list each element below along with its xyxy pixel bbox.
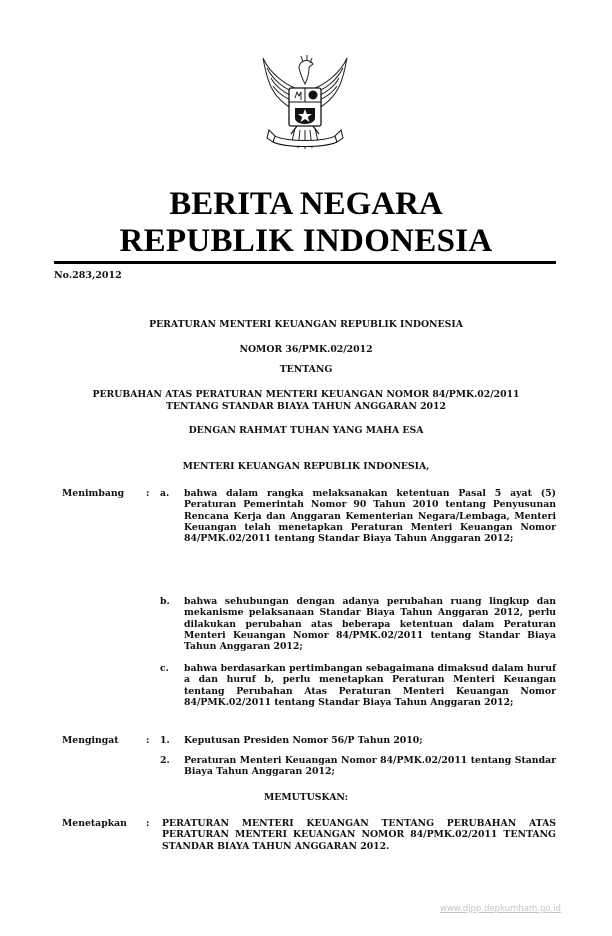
header-divider: [54, 261, 556, 264]
regulation-number: NOMOR 36/PMK.02/2012: [239, 344, 373, 355]
decision-heading: MEMUTUSKAN:: [263, 792, 349, 803]
mengingat-label: Mengingat: [62, 735, 119, 746]
item-marker: b.: [160, 596, 170, 607]
menimbang-item-c: bahwa berdasarkan pertimbangan sebagaimana dimaksud dalam huruf a dan huruf b, perlu menetapkan Peraturan Menteri Keuangan tentang Perubahan Atas Peraturan Menteri Keuangan Nomor 84/PMK.02/2011 tentang Standar Biaya Tahun Anggaran 2012;: [184, 663, 556, 708]
authority-line: MENTERI KEUANGAN REPUBLIK INDONESIA,: [182, 461, 430, 472]
item-marker: a.: [160, 488, 170, 499]
menetapkan-label: Menetapkan: [62, 818, 127, 829]
item-marker: 1.: [160, 735, 170, 746]
menimbang-label: Menimbang: [62, 488, 125, 499]
menimbang-item-a: bahwa dalam rangka melaksanakan ketentuan Pasal 5 ayat (5) Peraturan Pemerintah Nomor 90 Tahun 2010 tentang Penyusunan Rencana Kerja dan Anggaran Kementerian Negara/Lembaga, Menteri Keuangan telah menetapkan Peraturan Menteri Keuangan Nomor 84/PMK.02/2011 tentang Standar Biaya Tahun Anggaran 2012;: [184, 488, 556, 545]
document-number: No.283,2012: [54, 270, 122, 281]
item-marker: c.: [160, 663, 169, 674]
gazette-subtitle: REPUBLIK INDONESIA: [119, 223, 493, 259]
item-marker: 2.: [160, 755, 170, 766]
mengingat-item-1: Keputusan Presiden Nomor 56/P Tahun 2010;: [184, 735, 423, 746]
menimbang-colon: :: [146, 488, 150, 499]
source-link[interactable]: www.djpp.depkumham.go.id: [440, 904, 561, 914]
subject-line-1: PERUBAHAN ATAS PERATURAN MENTERI KEUANGAN NOMOR 84/PMK.02/2011: [92, 389, 520, 400]
gazette-title: BERITA NEGARA: [169, 186, 443, 222]
mengingat-colon: :: [146, 735, 150, 746]
regulation-title: PERATURAN MENTERI KEUANGAN REPUBLIK INDONESIA: [149, 319, 463, 330]
menimbang-item-b: bahwa sehubungan dengan adanya perubahan ruang lingkup dan mekanisme pelaksanaan Standar Biaya Tahun Anggaran 2012, perlu dilakukan perubahan atas beberapa ketentuan dalam Peraturan Menteri Keuangan Nomor 84/PMK.02/2011 tentang Standar Biaya Tahun Anggaran 2012;: [184, 596, 556, 653]
menetapkan-text: PERATURAN MENTERI KEUANGAN TENTANG PERUBAHAN ATAS PERATURAN MENTERI KEUANGAN NOMOR 84/PMK.02/2011 TENTANG STANDAR BIAYA TAHUN ANGGARAN 2012.: [162, 818, 556, 852]
garuda-pancasila-emblem-icon: [255, 50, 355, 162]
blessing-line: DENGAN RAHMAT TUHAN YANG MAHA ESA: [188, 425, 424, 436]
subject-line-2: TENTANG STANDAR BIAYA TAHUN ANGGARAN 2012: [166, 401, 446, 412]
menetapkan-colon: :: [146, 818, 150, 829]
about-heading: TENTANG: [279, 364, 333, 375]
mengingat-item-2: Peraturan Menteri Keuangan Nomor 84/PMK.02/2011 tentang Standar Biaya Tahun Anggaran 2012;: [184, 755, 556, 778]
